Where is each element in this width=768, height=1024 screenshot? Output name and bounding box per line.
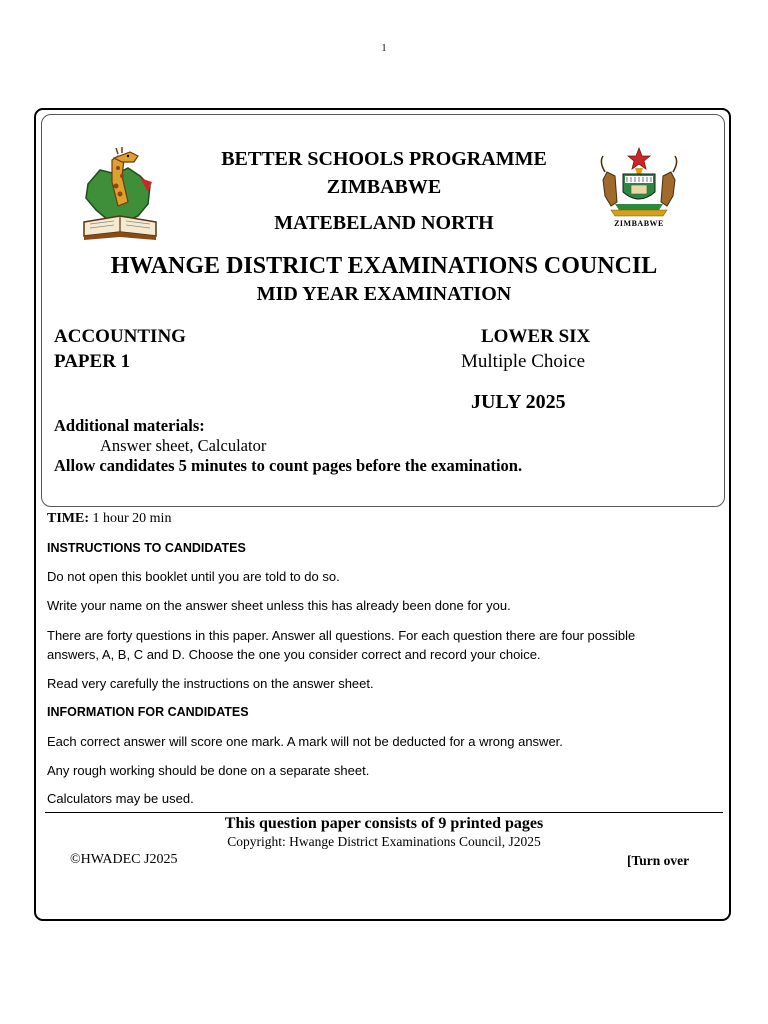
turn-over-note: [Turn over (627, 853, 690, 868)
instructions-heading: INSTRUCTIONS TO CANDIDATES (47, 541, 246, 555)
subject-name: ACCOUNTING (54, 326, 186, 347)
information-line: Calculators may be used. (47, 791, 194, 806)
programme-title: BETTER SCHOOLS PROGRAMME (221, 148, 547, 170)
information-line: Any rough working should be done on a separate sheet. (47, 763, 370, 778)
time-line (47, 511, 171, 527)
instruction-line: Read very carefully the instructions on the answer sheet. (47, 676, 374, 691)
exam-date: JULY 2025 (471, 391, 566, 413)
information-line: Each correct answer will score one mark. A mark will not be deducted for a wrong answer. (47, 734, 563, 749)
time-label: TIME: (47, 511, 89, 526)
materials-heading: Additional materials: (54, 416, 205, 435)
time-value: 1 hour 20 min (92, 511, 172, 526)
level: LOWER SIX (481, 326, 591, 347)
instruction-line: Do not open this booklet until you are told to do so. (47, 569, 340, 584)
count-pages-note: Allow candidates 5 minutes to count pages before the examination. (54, 456, 523, 475)
instruction-line: There are forty questions in this paper. Answer all questions. For each question there are four possible (47, 628, 636, 643)
footer-divider (45, 812, 723, 813)
information-heading: INFORMATION FOR CANDIDATES (47, 705, 249, 719)
instruction-line: Write your name on the answer sheet unless this has already been done for you. (47, 598, 511, 613)
exam-title: MID YEAR EXAMINATION (256, 283, 512, 305)
country-title: ZIMBABWE (326, 176, 442, 198)
council-title: HWANGE DISTRICT EXAMINATIONS COUNCIL (110, 253, 658, 279)
page-number: 1 (381, 43, 387, 54)
copyright-note: Copyright: Hwange District Examinations Council, J2025 (227, 834, 541, 849)
paper-code: ©HWADEC J2025 (70, 852, 178, 867)
coat-of-arms-caption: ZIMBABWE (614, 219, 664, 228)
paper-number: PAPER 1 (54, 351, 131, 372)
materials-items: Answer sheet, Calculator (100, 436, 267, 455)
instruction-line: answers, A, B, C and D. Choose the one you consider correct and record your choice. (47, 647, 541, 662)
paper-type: Multiple Choice (461, 351, 586, 372)
page-count-note: This question paper consists of 9 printed pages (224, 815, 544, 832)
province-title: MATEBELAND NORTH (274, 212, 494, 234)
